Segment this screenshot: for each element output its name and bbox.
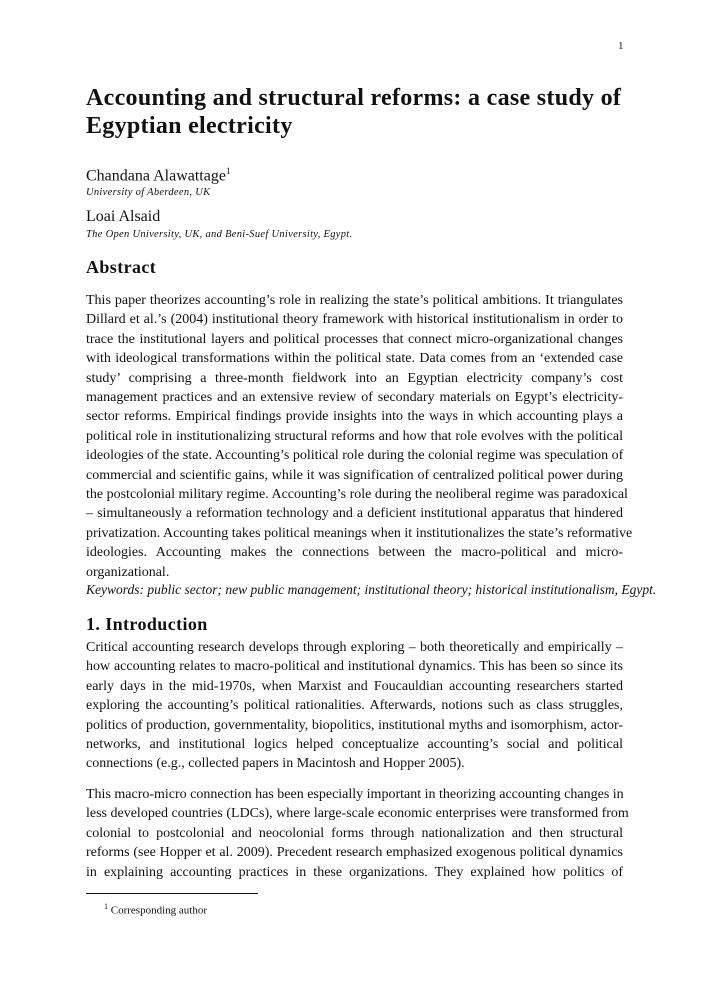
text-line: trace the institutional layers and political processes that connect micro-organizational changes — [86, 331, 623, 347]
text-line: commercial and scientific gains, while it was signification of centralized political power during — [86, 467, 623, 483]
text-line: sector reforms. Empirical findings provide insights into the ways in which accounting plays a — [86, 409, 623, 425]
abstract-body — [86, 291, 633, 582]
text-line: how accounting relates to macro-political and institutional dynamics. This has been so since its — [86, 659, 623, 675]
text-line: colonial to postcolonial and neocolonial forms through nationalization and then structural — [86, 825, 623, 841]
text-line: organizational. — [86, 564, 170, 580]
footnote — [104, 902, 207, 917]
text-line: the postcolonial military regime. Accounting’s role during the neoliberal regime was paradoxical — [86, 487, 628, 503]
text-line: study’ comprising a three-month fieldwork into an Egyptian electricity company’s cost — [86, 370, 623, 386]
keywords: Keywords: public sector; new public management; institutional theory; historical institutionalism, Egypt. — [86, 582, 657, 597]
author-affiliation: University of Aberdeen, UK — [86, 187, 211, 198]
footnote-mark: 1 — [225, 166, 231, 176]
introduction-heading: 1. Introduction — [86, 614, 208, 634]
text-line: in explaining accounting practices in these organizations. They explained how politics of — [86, 864, 623, 880]
author-name: Loai Alsaid — [86, 208, 161, 225]
author-name — [86, 166, 230, 185]
text-line: management practices and an extensive review of secondary materials on Egypt’s electricity- — [86, 390, 623, 406]
text-line: Critical accounting research develops through exploring – both theoretically and empirically – — [86, 640, 623, 655]
introduction-paragraph — [86, 638, 623, 774]
text-line: early days in the mid-1970s, when Marxist and Foucauldian accounting researchers started — [86, 678, 623, 694]
text-line: ideologies. Accounting makes the connections between the macro-political and micro- — [86, 545, 623, 561]
author-affiliation: The Open University, UK, and Beni-Suef University, Egypt. — [86, 229, 353, 240]
text-line: exploring the accounting’s political rationalities. Afterwards, notions such as class struggles, — [86, 698, 623, 714]
page-number: 1 — [618, 40, 624, 52]
abstract-heading: Abstract — [86, 257, 157, 277]
footnote-text: Corresponding author — [110, 904, 207, 917]
text-line: political role in institutionalizing structural reforms and how that role evolves with the political — [86, 428, 623, 444]
footnote-mark: 1 — [104, 902, 108, 911]
text-line: Dillard et al.’s (2004) institutional theory framework with historical institutionalism in order to — [86, 312, 623, 328]
author-name-text: Chandana Alawattage — [86, 167, 226, 185]
paper-title: Accounting and structural reforms: a case study of Egyptian electricity — [86, 85, 622, 139]
text-line: politics of production, governmentality, biopolitics, institutional myths and isomorphism, actor- — [86, 717, 623, 733]
text-line: connections (e.g., collected papers in Macintosh and Hopper 2005). — [86, 756, 465, 772]
text-line: with ideological transformations within the political state. Data comes from an ‘extended case — [86, 351, 623, 367]
text-line: privatization. Accounting takes political meanings when it institutionalizes the state’s reformative — [86, 525, 633, 541]
text-line: networks, and institutional logics helped conceptualize accounting’s social and political — [86, 737, 623, 753]
text-line: reforms (see Hopper et al. 2009). Precedent research emphasized exogenous political dynamics — [86, 845, 623, 861]
text-line: This paper theorizes accounting’s role in realizing the state’s political ambitions. It triangulates — [86, 293, 623, 308]
text-line: – simultaneously a reformation technology and a deficient institutional apparatus that hindered — [86, 506, 623, 522]
footnote-divider — [86, 893, 258, 894]
text-line: ideologies of the state. Accounting’s political role during the colonial regime was speculation of — [86, 448, 624, 464]
text-line: This macro-micro connection has been especially important in theorizing accounting changes in — [86, 787, 624, 802]
introduction-paragraph — [86, 785, 629, 882]
text-line: less developed countries (LDCs), where large-scale economic enterprises were transformed from — [86, 806, 629, 822]
